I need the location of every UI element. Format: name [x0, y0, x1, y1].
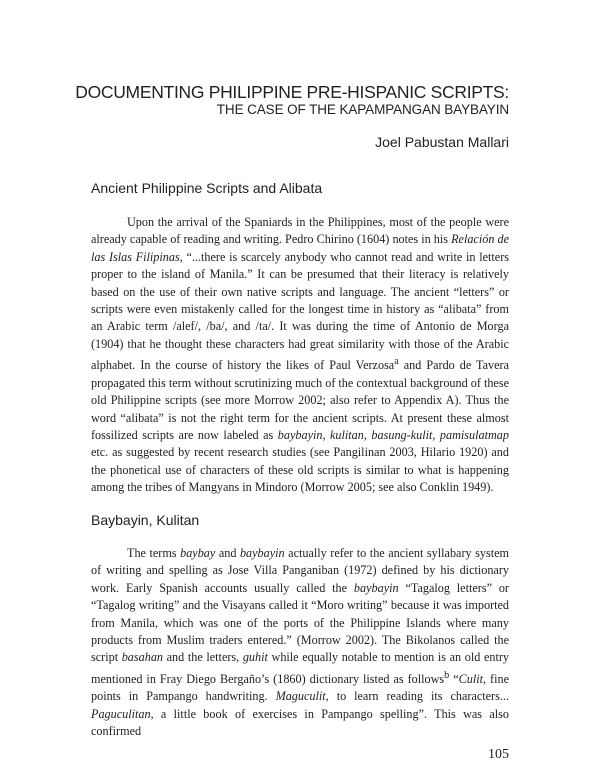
italic-run: Maguculit [275, 689, 326, 704]
text-run: , “...there is scarcely anybody who cannot read and write in letters proper to the island of Manila.” It can be presumed that their literacy is relatively based on the use of their own native scripts and language. The ancient “letters” or scripts were even mistakenly called for the longest time in history as “alibata” from an Arabic term /alef/, /ba/, and /ta/. It was during the time of Antonio de Morga (1904) that he thought these characters had great similarity with those of the Arabic alphabet. In the course of history the likes of Paul Verzosa [91, 249, 509, 373]
italic-run: basahan [121, 650, 164, 665]
text-run: etc. as suggested by recent research studies (see Pangilinan 2003, Hilario 1920) and the phonetical use of characters of these old scripts is similar to what is happening among the tribes of Mangyans in Mindoro (Morrow 2005; see also Conklin 1949). [91, 445, 509, 495]
text-run: and the letters, [163, 650, 243, 665]
section-heading: Baybayin, Kulitan [91, 512, 200, 528]
title: DOCUMENTING PHILIPPINE PRE-HISPANIC SCRIPTS: [75, 82, 509, 102]
text-run: and [215, 546, 240, 560]
subtitle: THE CASE OF THE KAPAMPANGAN BAYBAYIN [216, 102, 509, 117]
italic-run: baybay [180, 546, 216, 560]
page-number: 105 [488, 747, 509, 762]
footnote-marker[interactable]: b [444, 669, 450, 681]
text-run: actually refer to the ancient syllabary system of writing and spelling as Jose Villa Panganiban (1972) defined by his dictionary work. Early Spanish accounts usually called the [91, 546, 509, 595]
paragraph [91, 214, 509, 497]
text-run: while equally notable to mention is an old entry mentioned in Fray Diego Bergaño’s (1860) dictionary listed as follows [91, 650, 509, 686]
italic-run: baybayin [353, 580, 399, 595]
footnote-marker[interactable]: a [394, 356, 399, 368]
author: Joel Pabustan Mallari [375, 134, 509, 150]
italic-run: Culit [458, 671, 484, 686]
italic-run: baybayin [239, 546, 285, 560]
italic-run: guhit [242, 650, 268, 665]
section-body [91, 214, 509, 497]
section-heading: Ancient Philippine Scripts and Alibata [91, 180, 323, 196]
text-run: , a little book of exercises in Pampango spelling”. This was also confirmed [91, 706, 509, 739]
italic-run: Paguculitan [91, 706, 151, 721]
italic-run: Relación de las Islas Filipinas [91, 232, 509, 264]
text-run: Upon the arrival of the Spaniards in the Philippines, most of the people were already capable of reading and writing. Pedro Chirino (1604) notes in his [91, 215, 509, 247]
text-run: “Tagalog letters” or “Tagalog writing” and the Visayans called it “Moro writing” because it was imported from Manila, which was one of the ports of the Philippine Islands where many products from Muslim traders entered.” (Morrow 2002). The Bikolanos called the script [91, 580, 509, 665]
text-run: and Pardo de Tavera propagated this term without scrutinizing much of the contextual background of these old Philippine scripts (see more Morrow 2002; also refer to Appendix A). Thus the word “alibata” is not the right term for the ancient scripts. At present these almost fossilized scripts are now labeled as [91, 358, 509, 442]
text-run: , to learn reading its characters... [325, 689, 509, 704]
title-block [75, 82, 509, 118]
paragraph [91, 545, 509, 741]
text-run: “ [449, 671, 459, 686]
section-body [91, 545, 509, 741]
italic-run: baybayin, kulitan, basung-kulit, pamisulatmap [277, 427, 509, 442]
text-run: The terms [127, 546, 181, 560]
text-run: , fine points in Pampango handwriting. [91, 671, 509, 704]
